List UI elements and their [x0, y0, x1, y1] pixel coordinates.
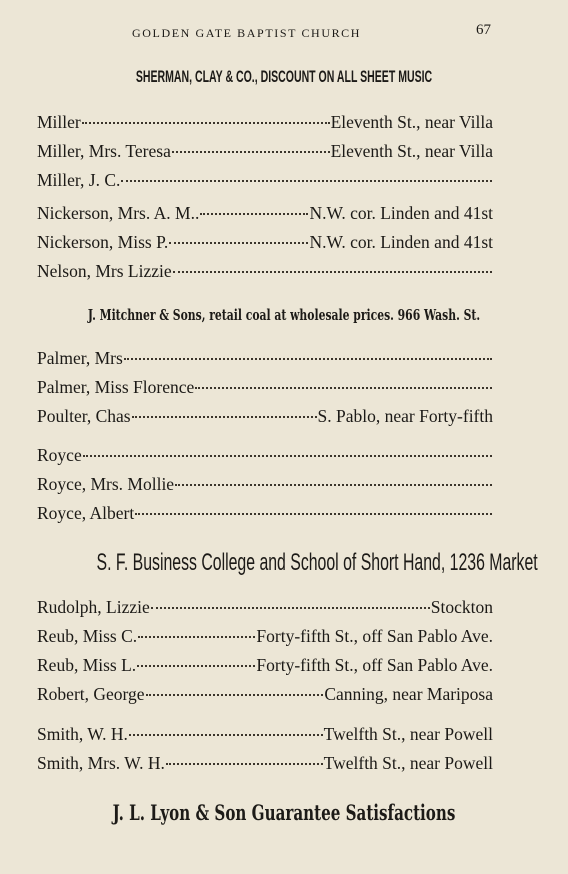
directory-entry [37, 108, 493, 137]
directory-entry [37, 593, 493, 622]
directory-group-palmer [37, 344, 493, 431]
directory-group-smith [37, 720, 493, 778]
entry-address: Eleventh St., near Villa [330, 112, 493, 132]
directory-group-miller [37, 108, 493, 195]
directory-entry [37, 257, 493, 286]
page-number: 67 [476, 22, 491, 38]
entry-name: Royce, Mrs. Mollie [37, 474, 175, 494]
entry-name: Robert, George [37, 684, 145, 704]
directory-entry [37, 749, 493, 778]
directory-entry [37, 622, 493, 651]
dot-leader [129, 734, 323, 736]
entry-address: Twelfth St., near Powell [323, 724, 493, 744]
entry-name: Royce [37, 445, 82, 465]
dot-leader [175, 484, 492, 486]
entry-name: Palmer, Miss Florence [37, 377, 195, 397]
entry-name: Miller, J. C. [37, 170, 121, 190]
directory-entry [37, 373, 493, 402]
dot-leader [195, 387, 492, 389]
entry-name: Reub, Miss L. [37, 655, 137, 675]
entry-address: Canning, near Mariposa [324, 684, 493, 704]
entry-name: Miller, Mrs. Teresa [37, 141, 171, 161]
dot-leader [169, 242, 308, 244]
directory-entry [37, 651, 493, 680]
dot-leader [121, 180, 492, 182]
entry-address: Stockton [430, 597, 493, 617]
advertisement-lyon: J. L. Lyon & Son Guarantee Satisfactions [112, 800, 456, 825]
entry-name: Nickerson, Miss P. [37, 232, 169, 252]
directory-entry [37, 441, 493, 470]
directory-entry [37, 499, 493, 528]
dot-leader [200, 213, 308, 215]
dot-leader [138, 636, 255, 638]
entry-name: Palmer, Mrs [37, 348, 123, 368]
directory-entry [37, 470, 493, 499]
directory-entry [37, 680, 493, 709]
dot-leader [166, 763, 323, 765]
entry-address: Forty-fifth St., off San Pablo Ave. [256, 626, 493, 646]
directory-entry [37, 402, 493, 431]
directory-group-nickerson [37, 199, 493, 286]
directory-entry [37, 137, 493, 166]
entry-name: Poulter, Chas [37, 406, 131, 426]
dot-leader [173, 271, 492, 273]
dot-leader [172, 151, 330, 153]
entry-name: Rudolph, Lizzie [37, 597, 150, 617]
entry-address: N.W. cor. Linden and 41st [309, 232, 493, 252]
dot-leader [135, 513, 492, 515]
entry-name: Nickerson, Mrs. A. M.. [37, 203, 200, 223]
entry-address: Forty-fifth St., off San Pablo Ave. [256, 655, 493, 675]
directory-entry [37, 199, 493, 228]
directory-entry [37, 720, 493, 749]
dot-leader [82, 122, 330, 124]
entry-name: Miller [37, 112, 81, 132]
advertisement-sherman-clay: SHERMAN, CLAY & CO., DISCOUNT ON ALL SHEET MUSIC [135, 67, 433, 86]
dot-leader [83, 455, 492, 457]
entry-address: Twelfth St., near Powell [323, 753, 493, 773]
page-header [0, 22, 568, 42]
entry-name: Royce, Albert [37, 503, 135, 523]
entry-name: Smith, Mrs. W. H. [37, 753, 165, 773]
advertisement-business-college: S. F. Business College and School of Short Hand, 1236 Market [96, 549, 538, 576]
entry-name: Reub, Miss C. [37, 626, 138, 646]
directory-entry [37, 166, 493, 195]
directory-group-r [37, 593, 493, 709]
dot-leader [132, 416, 317, 418]
dot-leader [124, 358, 492, 360]
entry-address: N.W. cor. Linden and 41st [309, 203, 493, 223]
entry-name: Nelson, Mrs Lizzie [37, 261, 172, 281]
directory-entry [37, 344, 493, 373]
entry-name: Smith, W. H. [37, 724, 128, 744]
advertisement-mitchner: J. Mitchner & Sons, retail coal at wholesale prices. 966 Wash. St. [87, 306, 481, 324]
dot-leader [137, 665, 255, 667]
directory-entry [37, 228, 493, 257]
entry-address: S. Pablo, near Forty-fifth [317, 406, 493, 426]
entry-address: Eleventh St., near Villa [330, 141, 493, 161]
dot-leader [151, 607, 430, 609]
dot-leader [146, 694, 324, 696]
running-title: GOLDEN GATE BAPTIST CHURCH [132, 26, 362, 40]
directory-group-royce [37, 441, 493, 528]
